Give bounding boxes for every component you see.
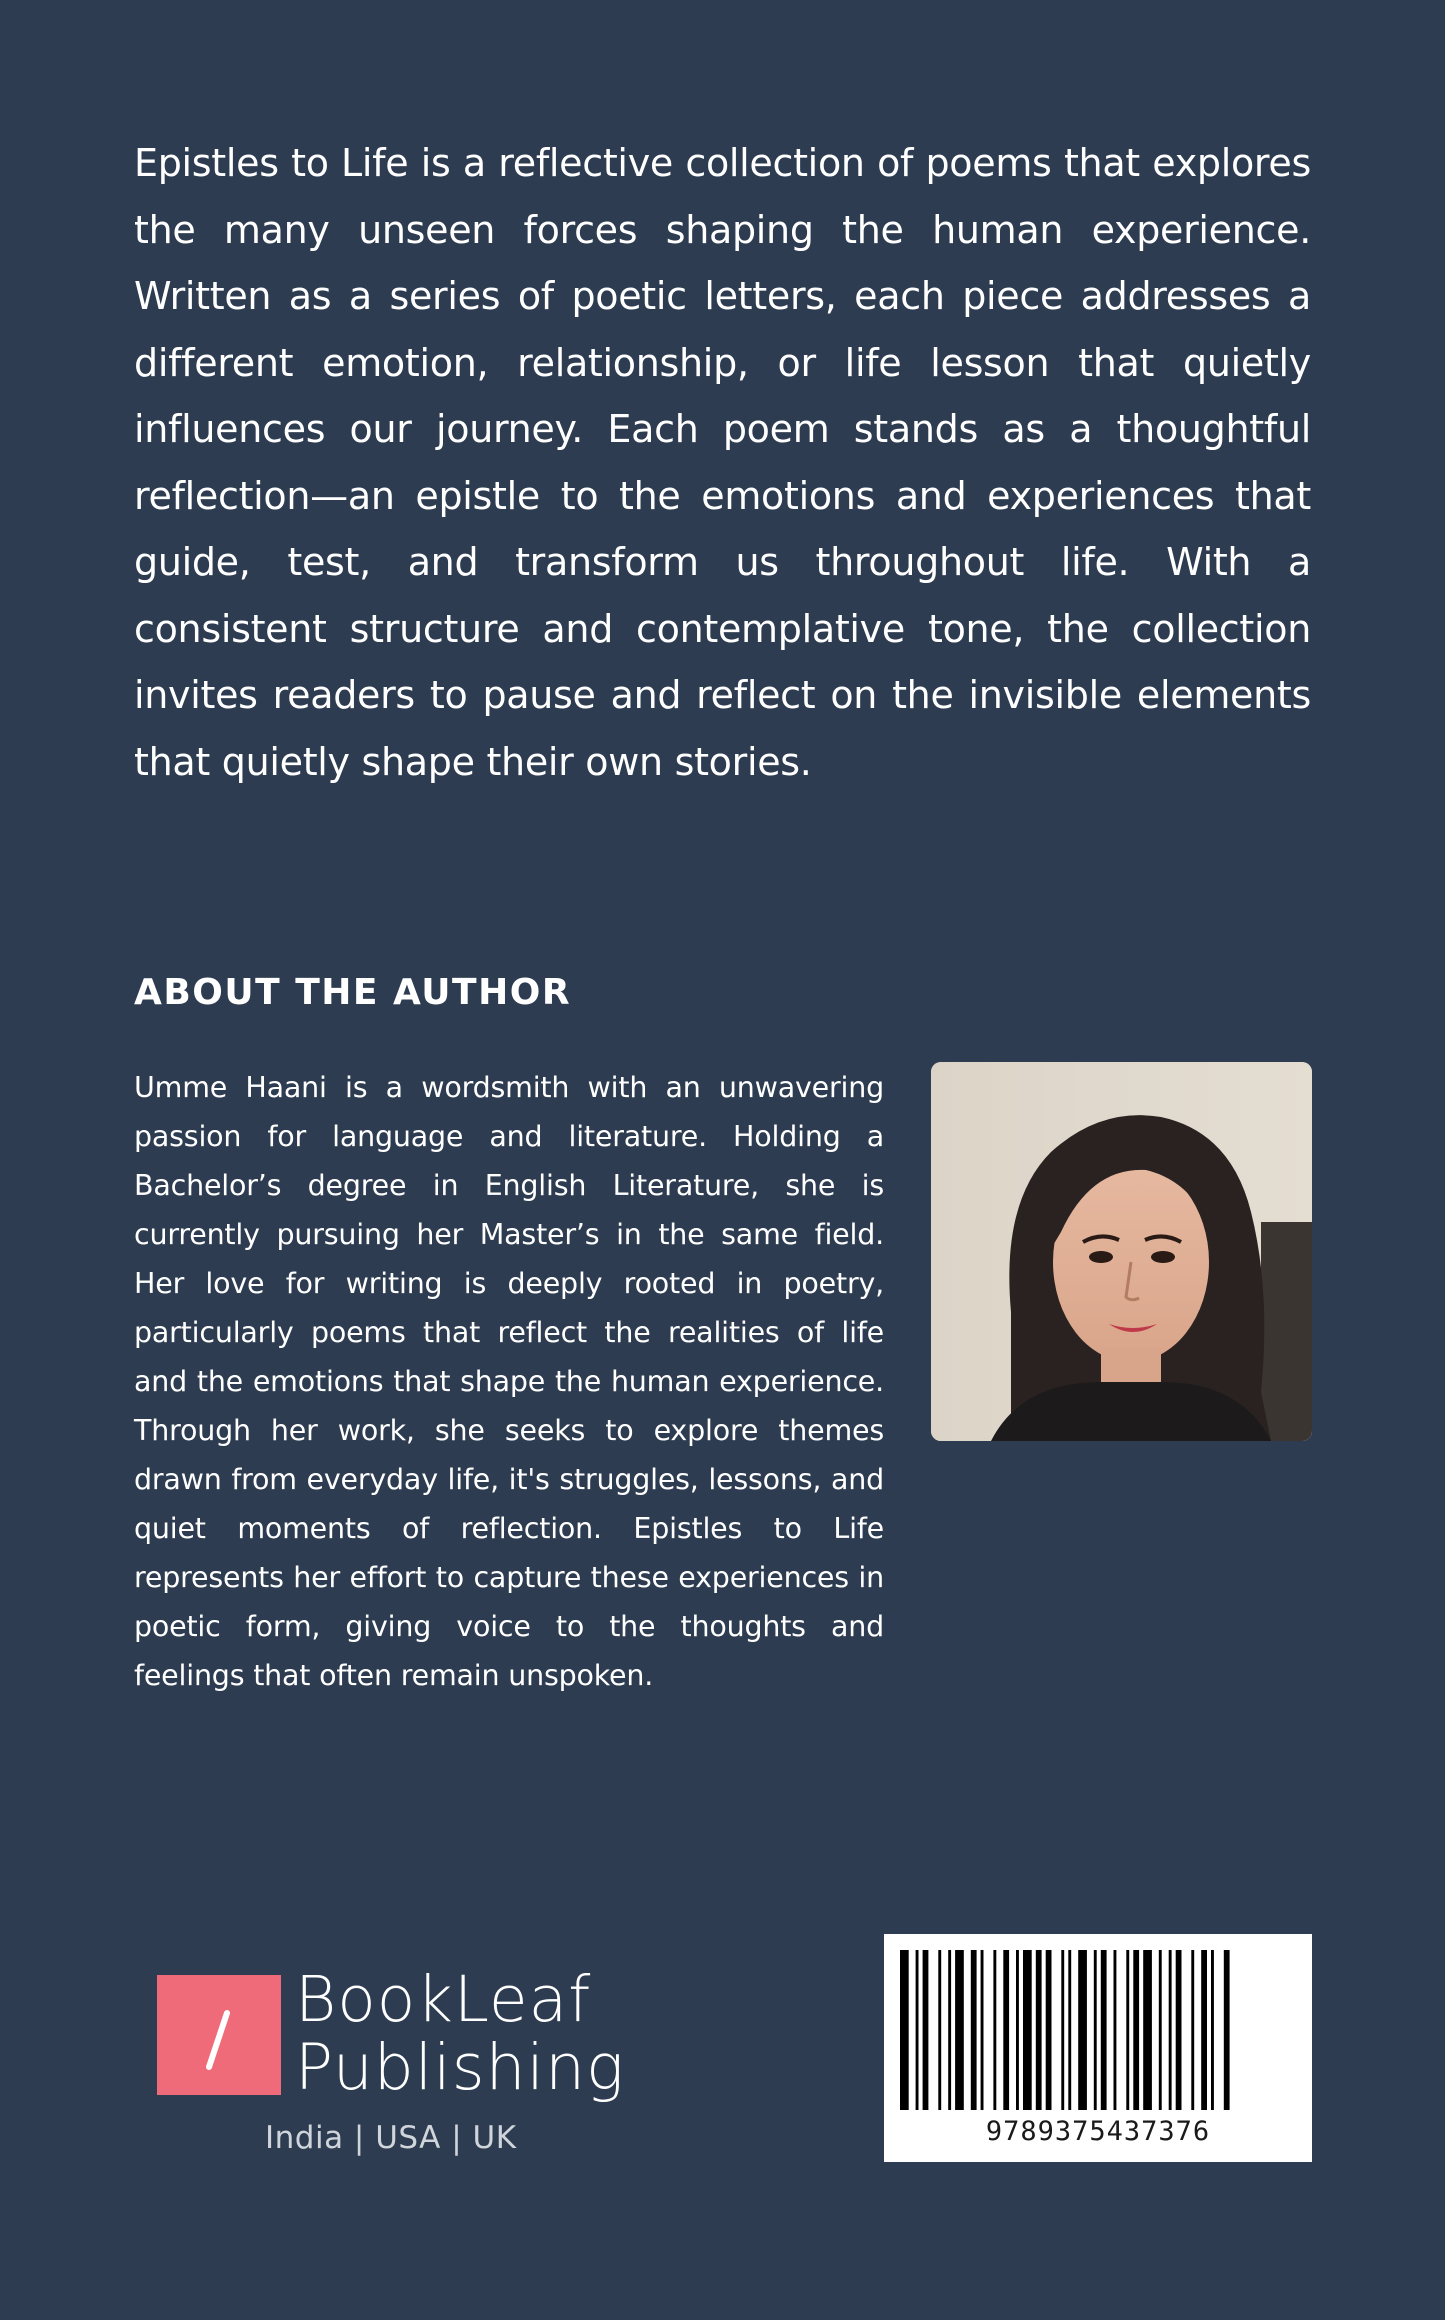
barcode-bar bbox=[1003, 1950, 1009, 2110]
barcode-bar bbox=[1126, 1950, 1129, 2110]
barcode-bar bbox=[1046, 1950, 1052, 2110]
barcode-bar bbox=[1159, 1950, 1162, 2110]
barcode-bar bbox=[1133, 1950, 1139, 2110]
barcode-bar bbox=[993, 1950, 996, 2110]
barcode-bar bbox=[923, 1950, 929, 2110]
barcode-bar bbox=[981, 1950, 984, 2110]
publisher-regions: India | USA | UK bbox=[265, 2120, 517, 2156]
barcode-bar bbox=[1016, 1950, 1019, 2110]
barcode-bar bbox=[1023, 1950, 1032, 2110]
barcode-bar bbox=[1224, 1950, 1230, 2110]
barcode-bar bbox=[971, 1950, 977, 2110]
barcode-bar bbox=[948, 1950, 951, 2110]
publisher-name-line1: BookLeaf bbox=[295, 1963, 592, 2036]
barcode-bar bbox=[1061, 1950, 1064, 2110]
barcode-bar bbox=[1094, 1950, 1097, 2110]
barcode-bar bbox=[1201, 1950, 1207, 2110]
publisher-logo bbox=[157, 1963, 625, 2156]
about-author-heading: ABOUT THE AUTHOR bbox=[134, 972, 572, 1013]
barcode-bar bbox=[1143, 1950, 1152, 2110]
barcode-bar bbox=[1068, 1950, 1071, 2110]
author-photo bbox=[931, 1062, 1312, 1441]
barcode-bar bbox=[1191, 1950, 1194, 2110]
publisher-name-line2: Publishing bbox=[295, 2031, 625, 2104]
bookleaf-logo-icon bbox=[157, 1975, 281, 2095]
barcode-bar bbox=[916, 1950, 919, 2110]
author-bio: Umme Haani is a wordsmith with an unwavering passion for language and literature. Holding a Bachelor’s degree in English Literature, she is currently pursuing her Master’s in the same field. Her love for writing is deeply rooted in poetry, particularly poems that reflect the realities of life and the emotions that shape the human experience. Through her work, she seeks to explore themes drawn from everyday life, it's struggles, lessons, and quiet moments of reflection. Epistles to Life represents her effort to capture these experiences in poetic form, giving voice to the thoughts and feelings that often remain unspoken. bbox=[134, 1071, 884, 1692]
barcode-bar bbox=[1211, 1950, 1214, 2110]
barcode-bar bbox=[1114, 1950, 1117, 2110]
author-portrait-image bbox=[931, 1062, 1312, 1441]
barcode-bar bbox=[1176, 1950, 1182, 2110]
isbn-number: 9789375437376 bbox=[985, 2116, 1211, 2147]
barcode-bar bbox=[938, 1950, 941, 2110]
book-description: Epistles to Life is a reflective collection of poems that explores the many unseen forces shaping the human experience. Written as a series of poetic letters, each piece addresses a different emotion, relationship, or life lesson that quietly influences our journey. Each poem stands as a thoughtful reflection—an epistle to the emotions and experiences that guide, test, and transform us throughout life. With a consistent structure and contemplative tone, the collection invites readers to pause and reflect on the invisible elements that quietly shape their own stories. bbox=[134, 141, 1311, 784]
isbn-barcode bbox=[884, 1934, 1312, 2162]
barcode-bar bbox=[1078, 1950, 1087, 2110]
barcode-bar bbox=[900, 1950, 909, 2110]
barcode-bar bbox=[955, 1950, 964, 2110]
barcode-bar bbox=[1036, 1950, 1042, 2110]
barcode-bars bbox=[884, 1934, 1312, 2114]
barcode-bar bbox=[1169, 1950, 1172, 2110]
barcode-bar bbox=[1101, 1950, 1107, 2110]
